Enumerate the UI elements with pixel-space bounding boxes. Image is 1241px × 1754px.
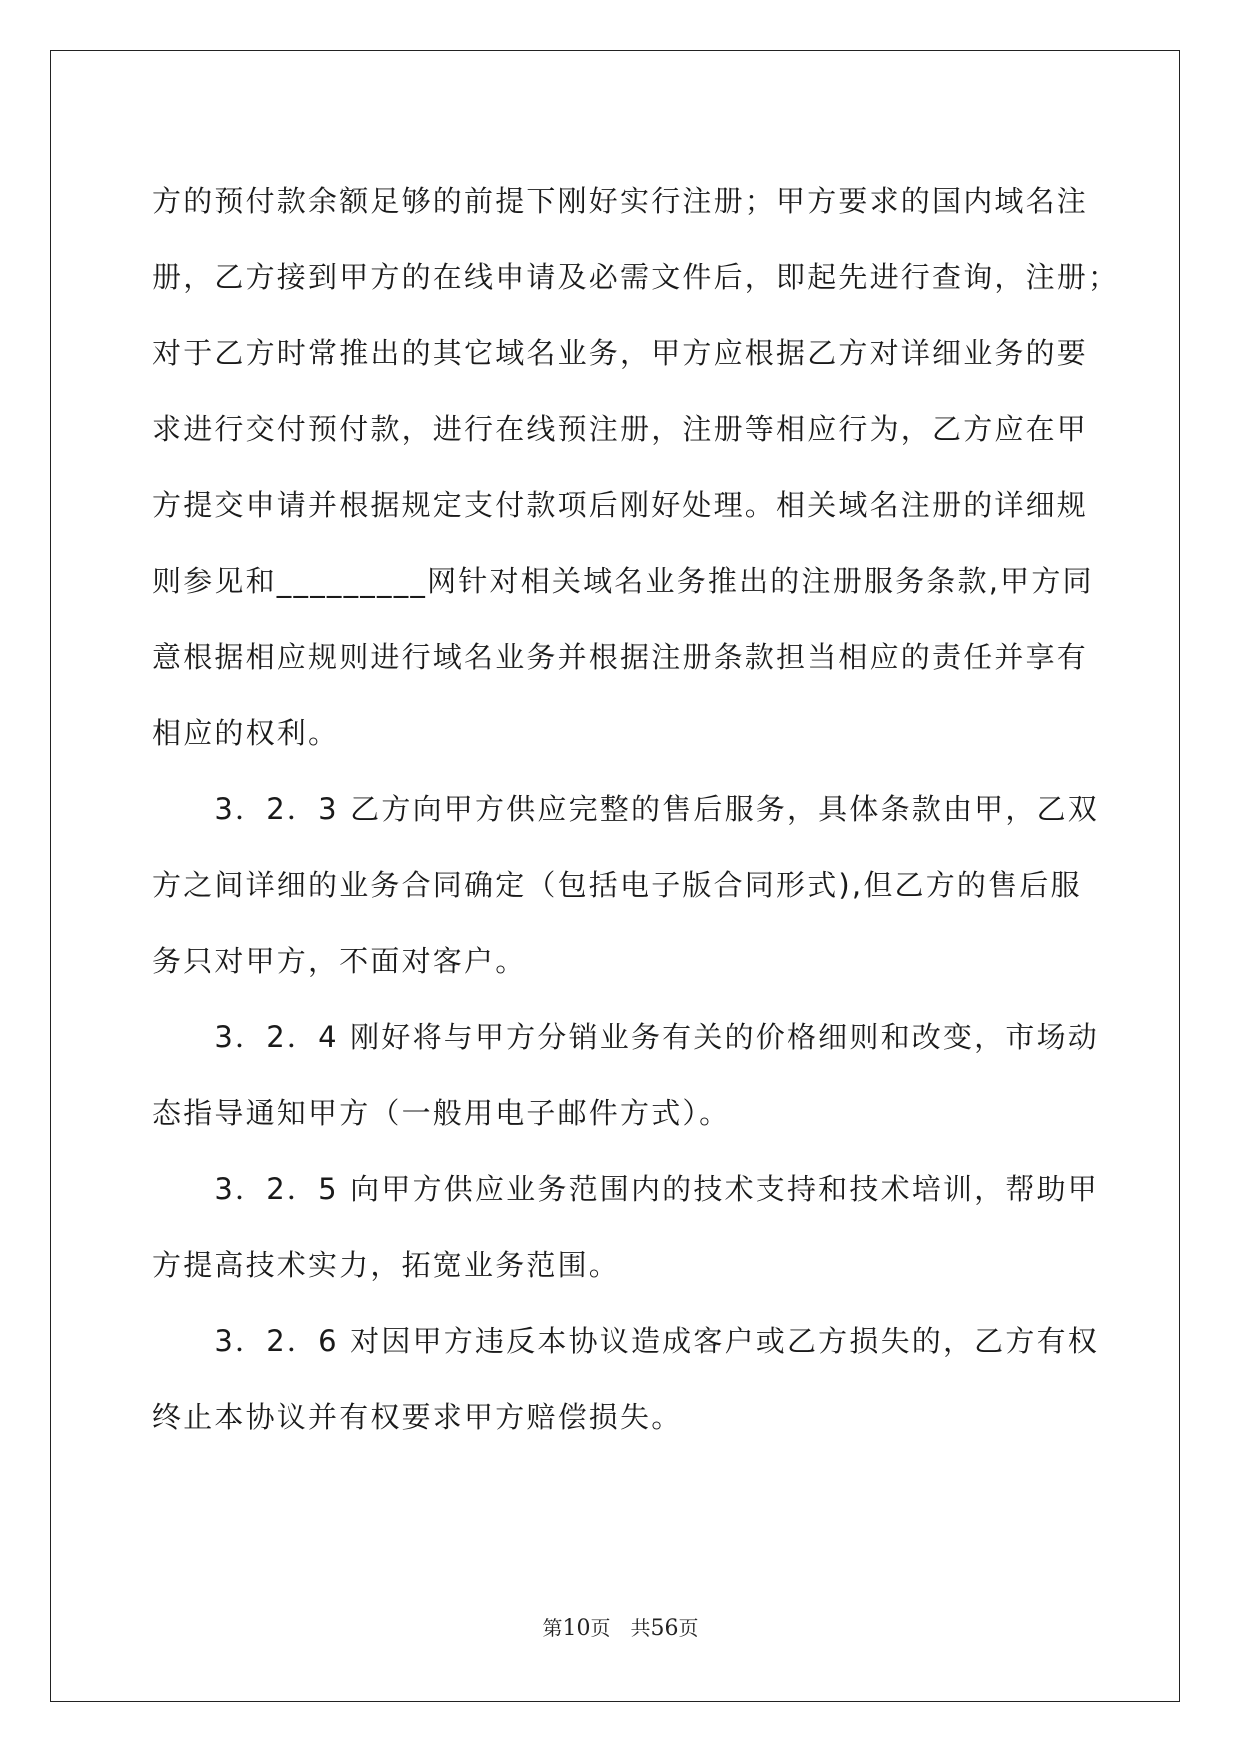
document-body — [152, 163, 1120, 1455]
text-line: 3．2．3 乙方向甲方供应完整的售后服务，具体条款由甲，乙双 — [152, 792, 1099, 826]
text-line: 态指导通知甲方（一般用电子邮件方式）。 — [152, 1096, 731, 1130]
text-line: 务只对甲方，不面对客户。 — [152, 944, 527, 978]
text-line: 册，乙方接到甲方的在线申请及必需文件后，即起先进行查询，注册； — [152, 260, 1120, 294]
text-line: 3．2．4 刚好将与甲方分销业务有关的价格细则和改变，市场动 — [152, 1020, 1099, 1054]
text-line: 对于乙方时常推出的其它域名业务，甲方应根据乙方对详细业务的要 — [152, 336, 1089, 370]
text-line: 求进行交付预付款，进行在线预注册，注册等相应行为，乙方应在甲 — [152, 412, 1089, 446]
text-line: 方之间详细的业务合同确定（包括电子版合同形式),但乙方的售后服 — [152, 868, 1082, 902]
total-pages: 56 — [650, 1616, 679, 1641]
page-footer — [0, 1612, 1241, 1641]
total-suffix: 页 — [678, 1616, 699, 1640]
text-line: 3．2．5 向甲方供应业务范围内的技术支持和技术培训，帮助甲 — [152, 1172, 1099, 1206]
page-prefix: 第 — [542, 1616, 563, 1640]
text-line: 方的预付款余额足够的前提下刚好实行注册；甲方要求的国内域名注 — [152, 184, 1089, 218]
page-number: 10 — [562, 1616, 591, 1641]
text-line: 则参见和_________网针对相关域名业务推出的注册服务条款,甲方同 — [152, 564, 1094, 598]
text-line: 终止本协议并有权要求甲方赔偿损失。 — [152, 1400, 683, 1434]
text-line: 意根据相应规则进行域名业务并根据注册条款担当相应的责任并享有 — [152, 640, 1089, 674]
page-suffix: 页 — [590, 1616, 611, 1640]
text-line: 相应的权利。 — [152, 716, 340, 750]
total-prefix: 共 — [630, 1616, 651, 1640]
text-line: 3．2．6 对因甲方违反本协议造成客户或乙方损失的，乙方有权 — [152, 1324, 1099, 1358]
text-line: 方提交申请并根据规定支付款项后刚好处理。相关域名注册的详细规 — [152, 488, 1089, 522]
text-line: 方提高技术实力，拓宽业务范围。 — [152, 1248, 621, 1282]
